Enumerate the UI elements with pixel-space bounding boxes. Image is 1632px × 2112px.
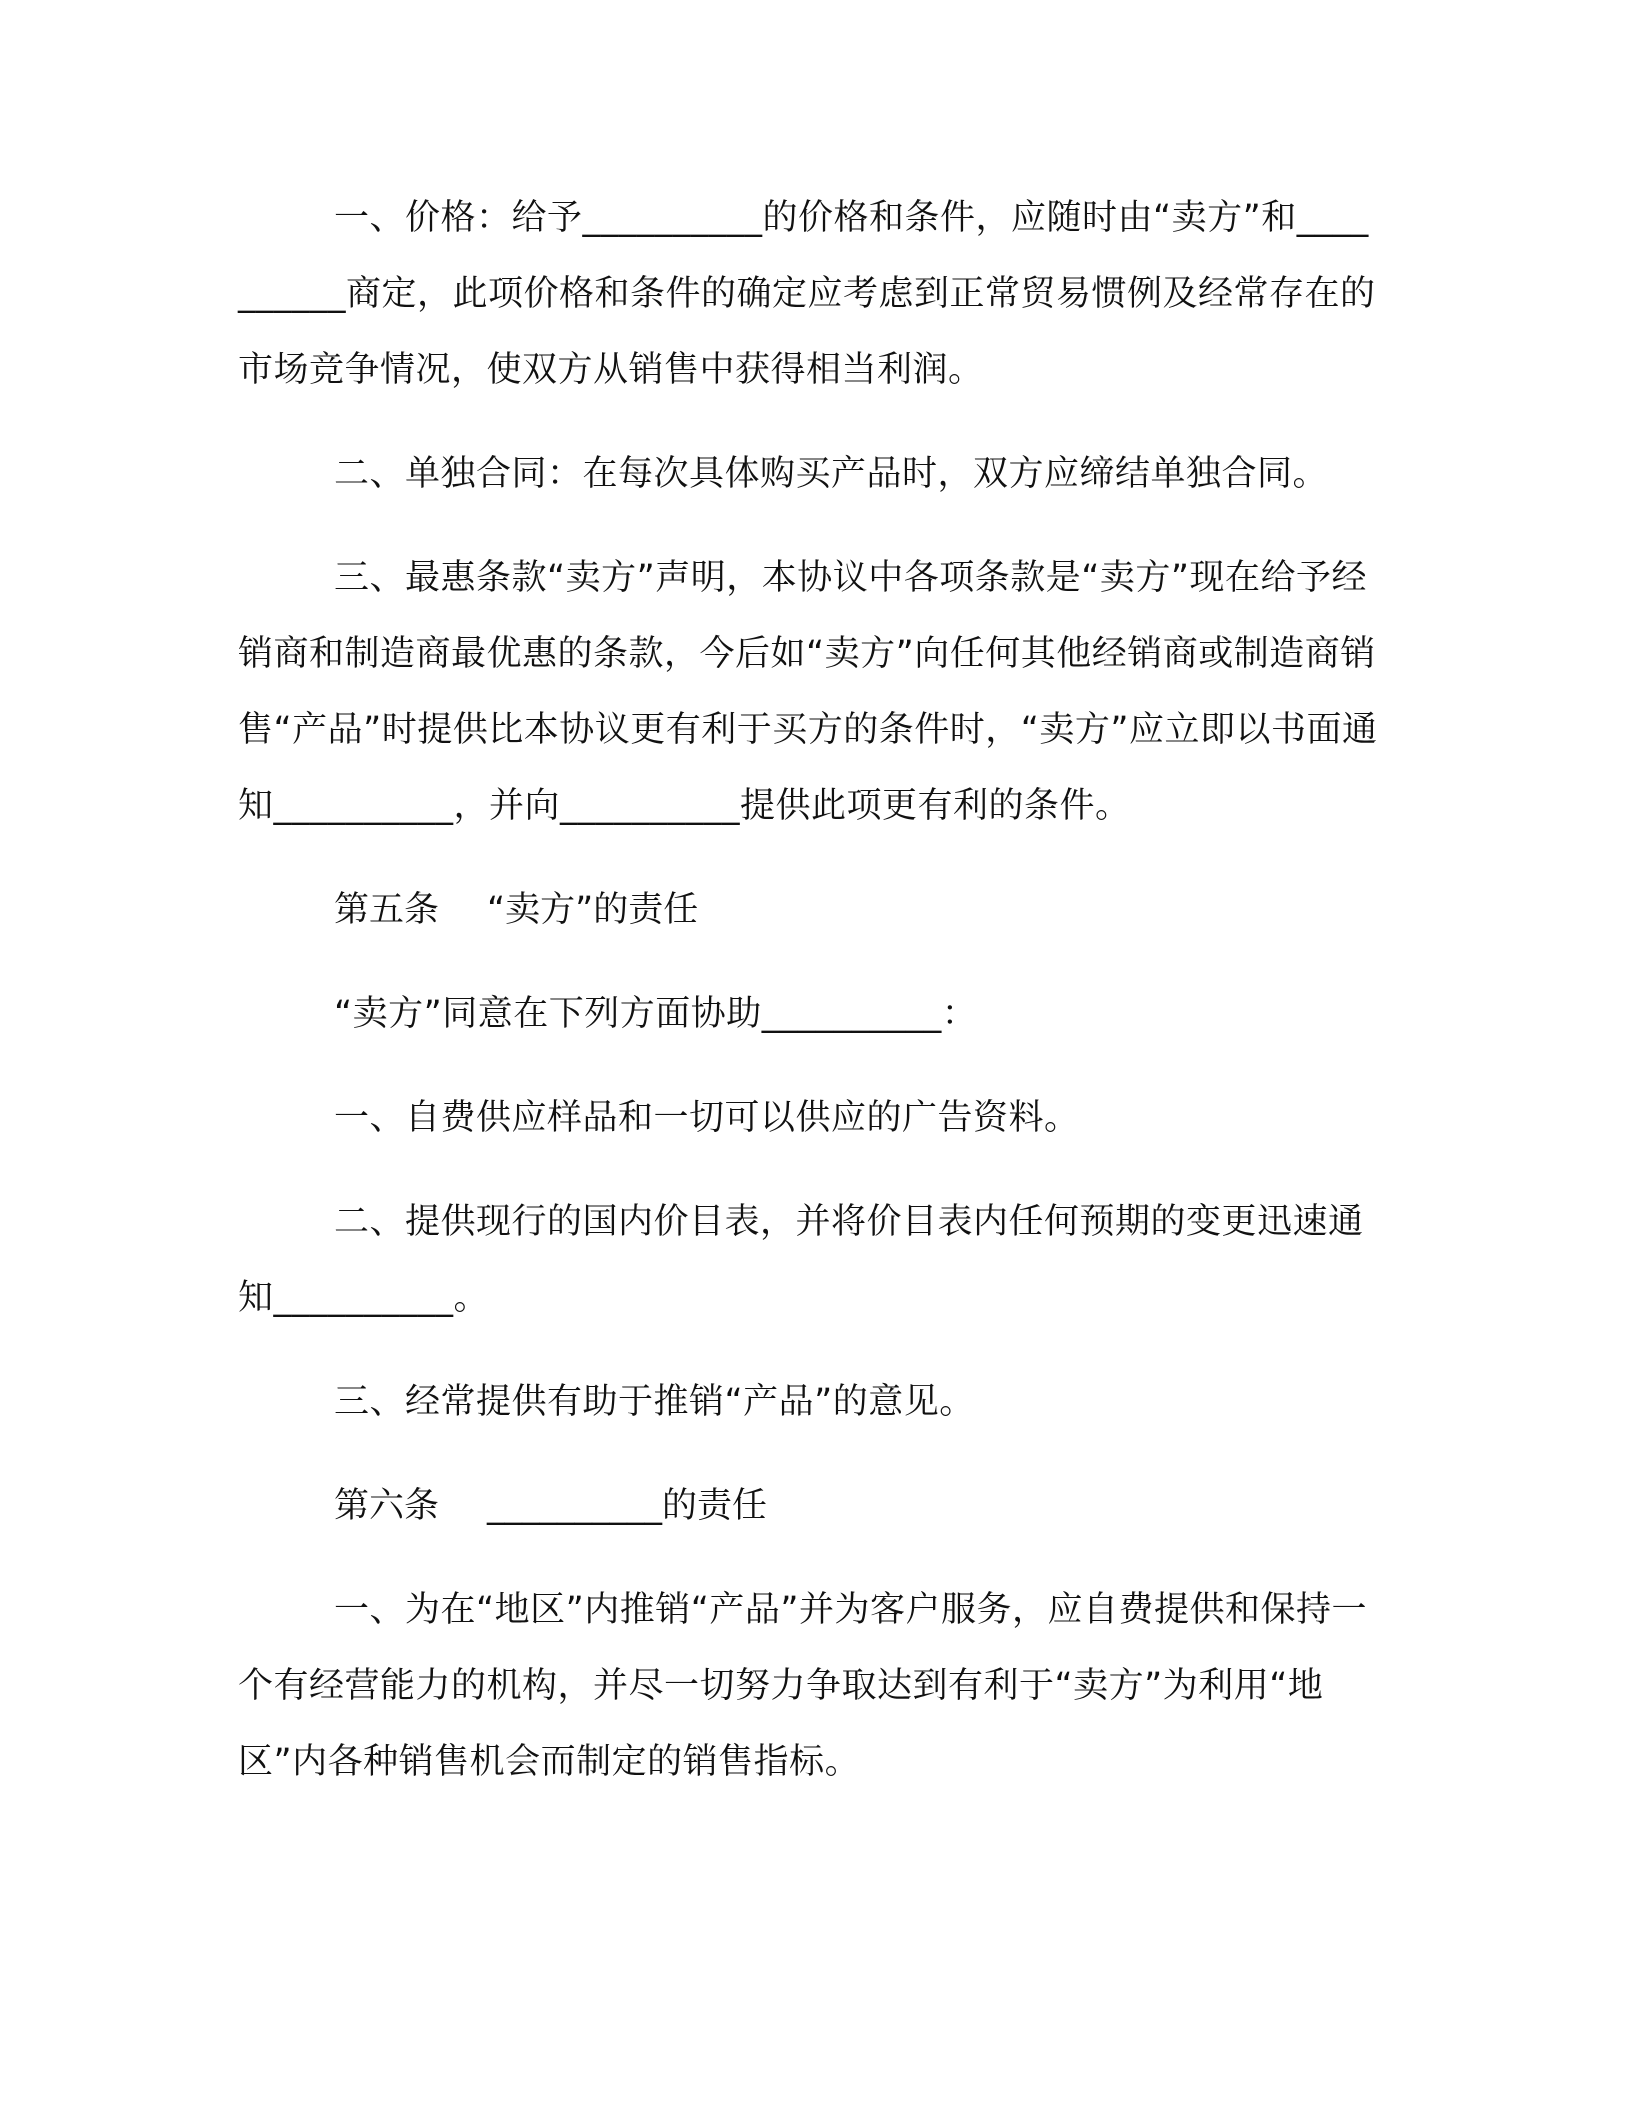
- paragraph-seller-price-list: 二、提供现行的国内价目表，并将价目表内任何预期的变更迅速通知__________。: [238, 1202, 1364, 1318]
- paragraph-separate-contract: 二、单独合同：在每次具体购买产品时，双方应缔结单独合同。: [334, 454, 1329, 494]
- article-6-number: 第六条: [334, 1486, 440, 1526]
- article-6-title: __________的责任: [487, 1486, 768, 1526]
- paragraph-price: 一、价格：给予__________的价格和条件，应随时由“卖方”和__________商定，此项价格和条件的确定应考虑到正常贸易惯例及经常存在的市场竞争情况，使双方从销售中获得相当利润。: [238, 198, 1376, 390]
- article-5-number: 第五条: [334, 890, 440, 930]
- paragraph-seller-advice: 三、经常提供有助于推销“产品”的意见。: [334, 1382, 975, 1422]
- paragraph-seller-assist: “卖方”同意在下列方面协助__________：: [334, 994, 978, 1034]
- paragraph-most-favored-clause: 三、最惠条款“卖方”声明，本协议中各项条款是“卖方”现在给予经销商和制造商最优惠的条款，今后如“卖方”向任何其他经销商或制造商销售“产品”时提供比本协议更有利于买方的条件时，“卖方”应立即以书面通知__________，并向__________提供此项更有利的条件。: [238, 558, 1378, 826]
- document-body: [238, 180, 1378, 1800]
- paragraph-seller-samples: 一、自费供应样品和一切可以供应的广告资料。: [334, 1098, 1080, 1138]
- paragraph-buyer-organization: 一、为在“地区”内推销“产品”并为客户服务，应自费提供和保持一个有经营能力的机构，并尽一切努力争取达到有利于“卖方”为利用“地区”内各种销售机会而制定的销售指标。: [238, 1590, 1368, 1782]
- article-5-title: “卖方”的责任: [487, 890, 699, 930]
- article-6-heading: [238, 1468, 1378, 1544]
- article-5-heading: [238, 872, 1378, 948]
